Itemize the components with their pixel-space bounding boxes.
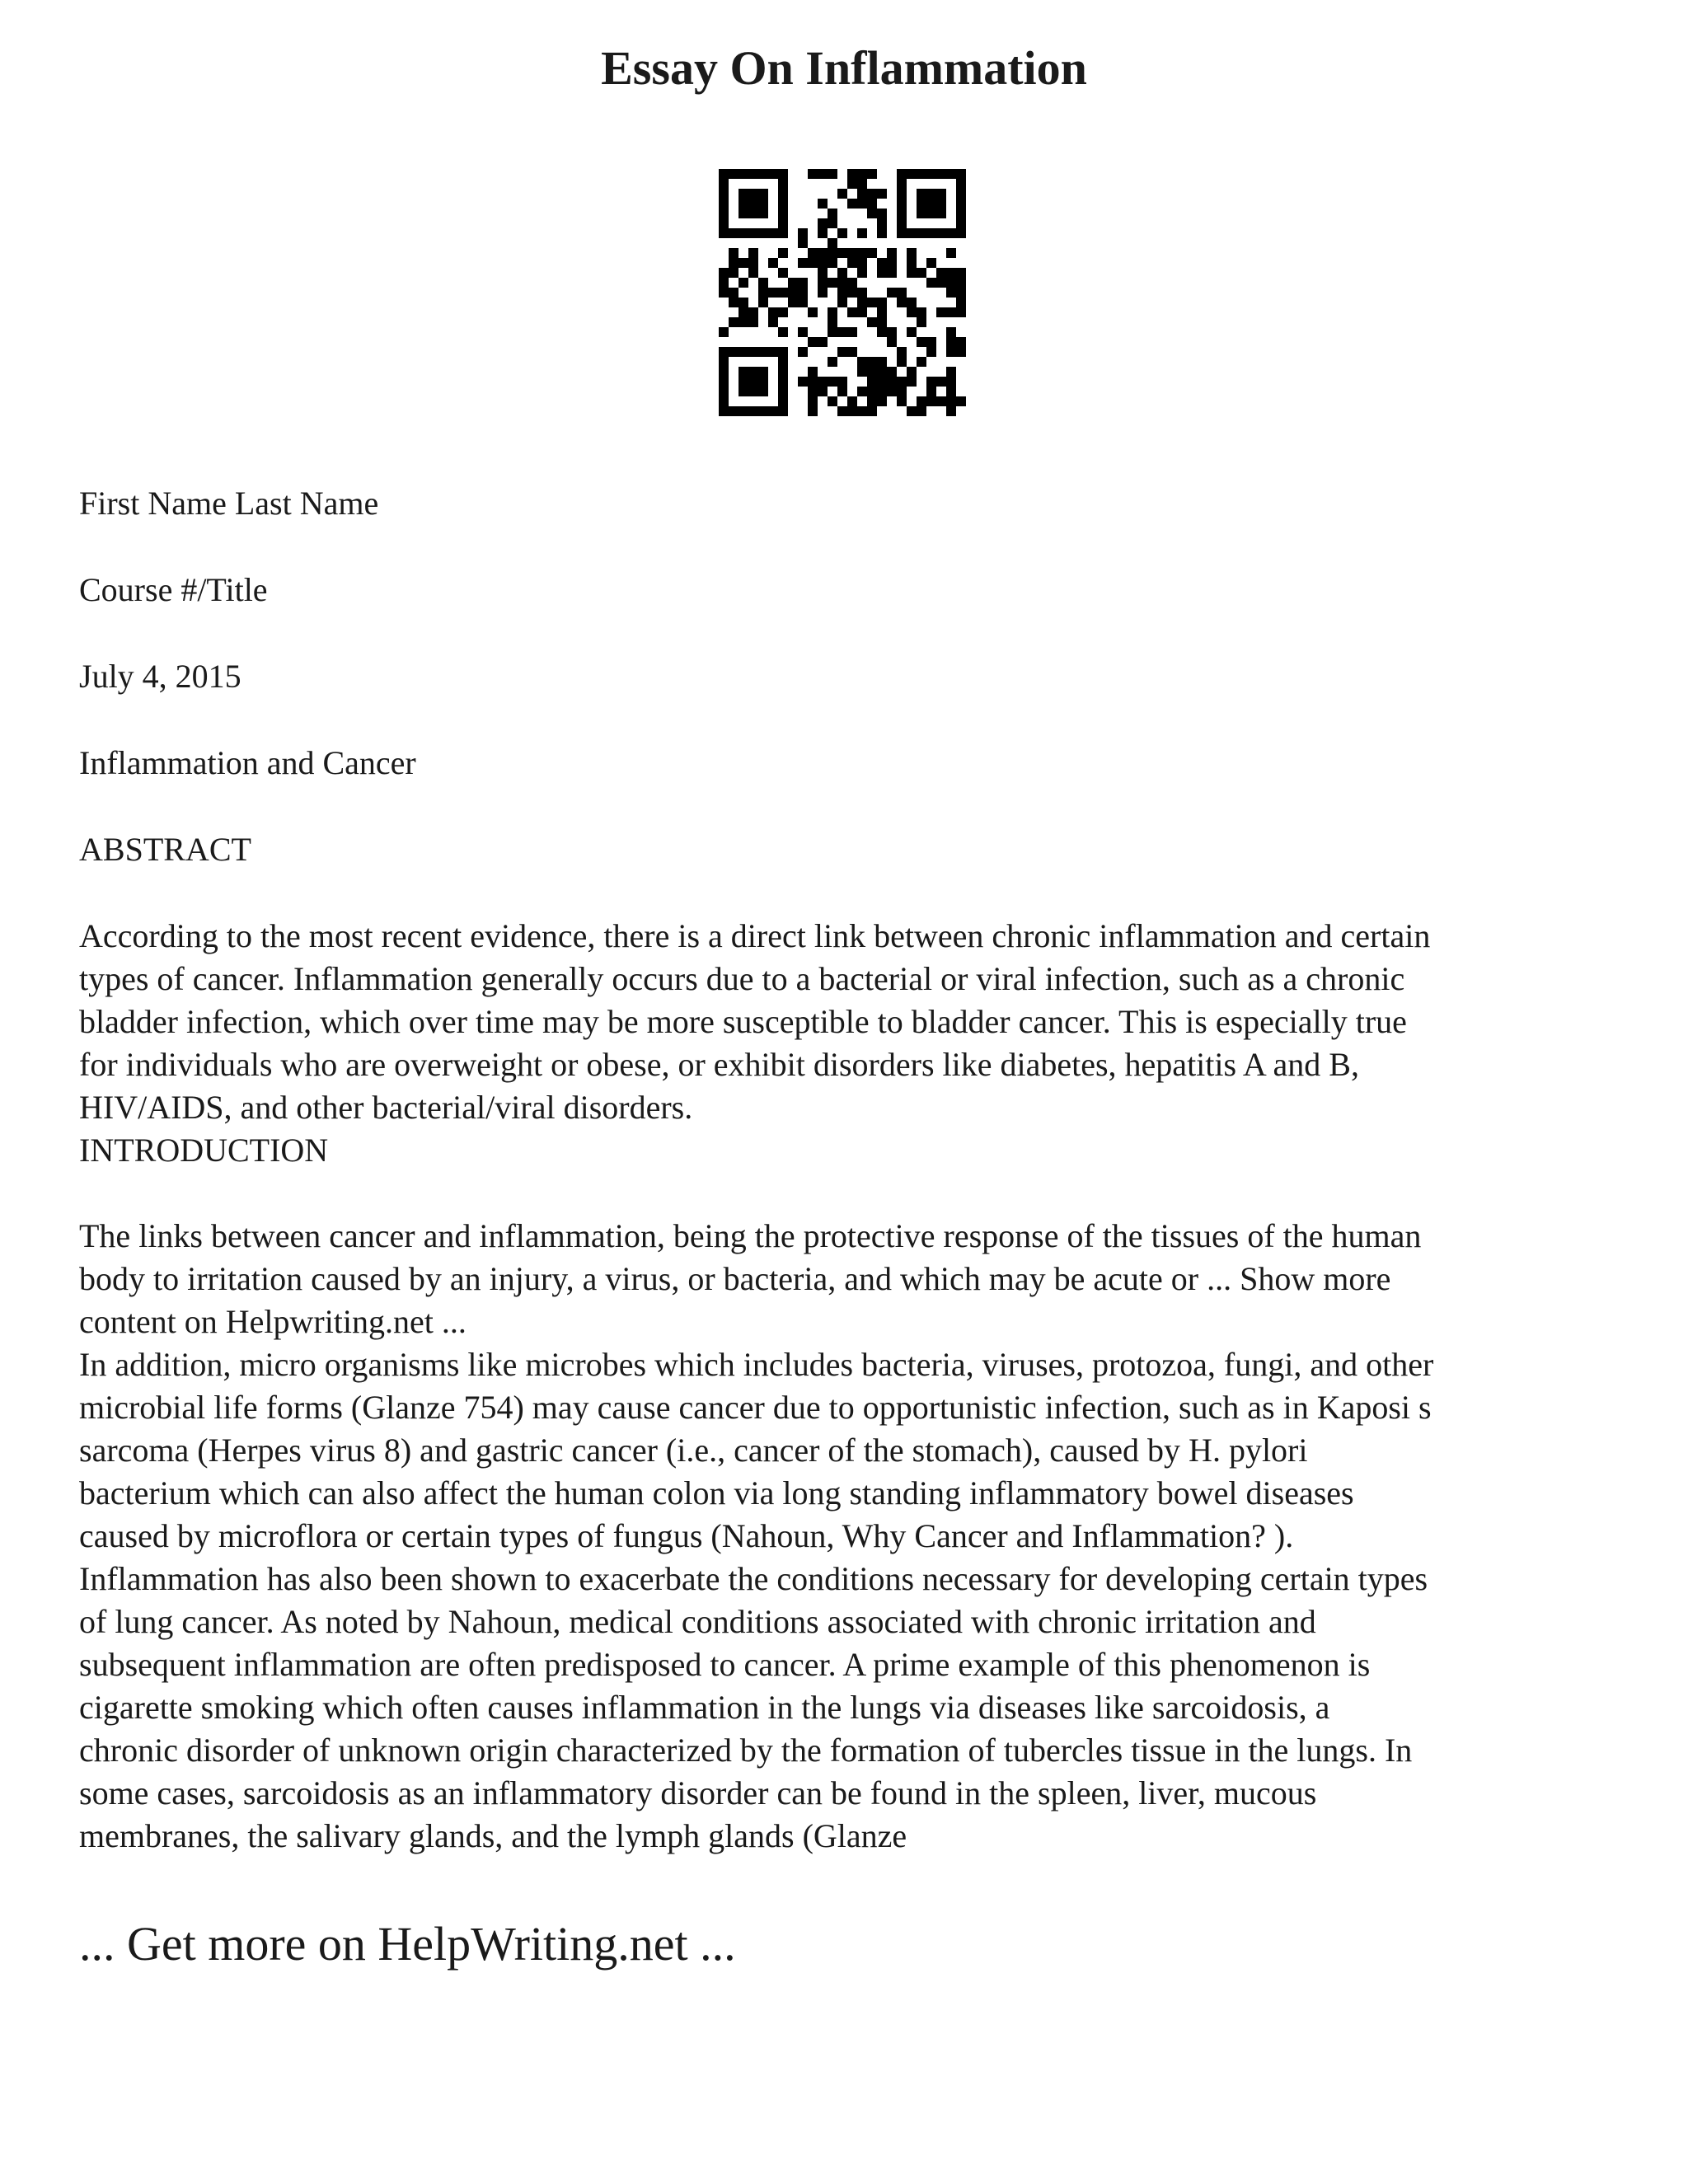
abstract-line: bladder infection, which over time may be more susceptible to bladder cancer. This is especially true — [79, 1003, 1407, 1040]
abstract-line: for individuals who are overweight or obese, or exhibit disorders like diabetes, hepatitis A and B, — [79, 1046, 1359, 1083]
body-line: caused by microflora or certain types of fungus (Nahoun, Why Cancer and Inflammation? ). — [79, 1517, 1294, 1554]
body-line: sarcoma (Herpes virus 8) and gastric cancer (i.e., cancer of the stomach), caused by H. pylori — [79, 1432, 1308, 1469]
introduction-heading: INTRODUCTION — [79, 1132, 329, 1169]
page-title: Essay On Inflammation — [601, 41, 1087, 95]
abstract-line: HIV/AIDS, and other bacterial/viral disorders. — [79, 1089, 693, 1126]
body-line: Inflammation has also been shown to exacerbate the conditions necessary for developing certain types — [79, 1560, 1428, 1597]
abstract-heading: ABSTRACT — [79, 831, 251, 868]
body-line: of lung cancer. As noted by Nahoun, medical conditions associated with chronic irritation and — [79, 1603, 1316, 1640]
author-name: First Name Last Name — [79, 485, 379, 522]
abstract-paragraph — [79, 915, 1629, 1172]
introduction-paragraph — [79, 1215, 1629, 1858]
abstract-line: According to the most recent evidence, there is a direct link between chronic inflammation and certain — [79, 917, 1431, 954]
body-line: In addition, micro organisms like microbes which includes bacteria, viruses, protozoa, fungi, and other — [79, 1346, 1434, 1383]
body-line: bacterium which can also affect the human colon via long standing inflammatory bowel diseases — [79, 1474, 1354, 1511]
abstract-line: types of cancer. Inflammation generally occurs due to a bacterial or viral infection, such as a chronic — [79, 960, 1405, 997]
essay-topic: Inflammation and Cancer — [79, 744, 416, 781]
document-date: July 4, 2015 — [79, 658, 241, 695]
course-title: Course #/Title — [79, 571, 268, 608]
body-line: some cases, sarcoidosis as an inflammatory disorder can be found in the spleen, liver, mucous — [79, 1774, 1317, 1811]
body-line: subsequent inflammation are often predisposed to cancer. A prime example of this phenomenon is — [79, 1646, 1371, 1683]
introduction-line: The links between cancer and inflammation, being the protective response of the tissues of the human — [79, 1217, 1422, 1254]
qr-code-icon — [719, 169, 966, 416]
body-line: chronic disorder of unknown origin characterized by the formation of tubercles tissue in the lungs. In — [79, 1732, 1413, 1769]
get-more-link[interactable]: ... Get more on HelpWriting.net ... — [79, 1917, 736, 1971]
introduction-line: content on Helpwriting.net ... — [79, 1303, 467, 1340]
body-line: microbial life forms (Glanze 754) may cause cancer due to opportunistic infection, such as in Kaposi s — [79, 1389, 1432, 1426]
body-line: cigarette smoking which often causes inflammation in the lungs via diseases like sarcoidosis, a — [79, 1689, 1330, 1726]
body-line: membranes, the salivary glands, and the lymph glands (Glanze — [79, 1817, 907, 1854]
introduction-line: body to irritation caused by an injury, a virus, or bacteria, and which may be acute or ... Show more — [79, 1260, 1391, 1297]
